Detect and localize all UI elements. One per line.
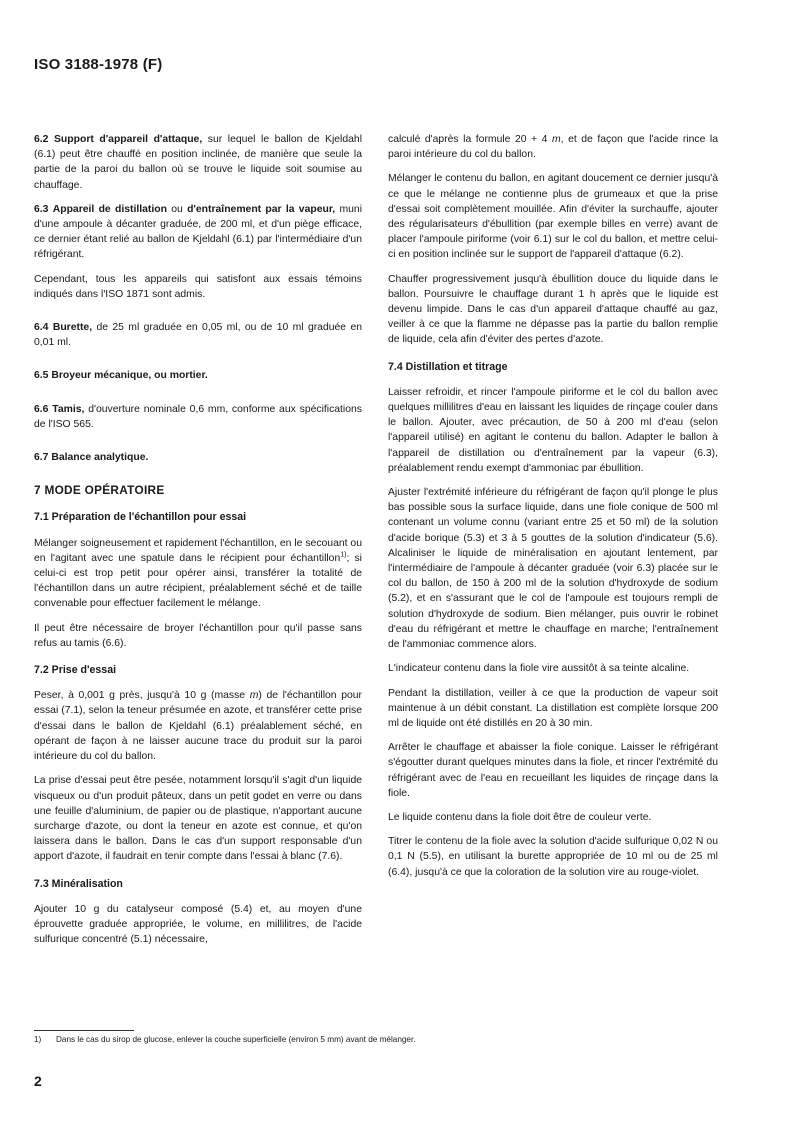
paragraph-text: Peser, à 0,001 g près, jusqu'à 10 g (masse xyxy=(34,690,246,702)
clause-term: Broyeur mécanique, ou mortier. xyxy=(51,370,208,382)
clause-6-4 xyxy=(34,320,362,350)
left-column xyxy=(34,132,362,956)
clause-number: 6.4 xyxy=(34,322,49,334)
paragraph: Mélanger le contenu du ballon, en agitant doucement ce dernier jusqu'à ce que le mélange ne contienne plus de grumeaux et que la prise d'essai soit complètement mouillée. Afin d'éviter la surchauffe, ajouter des régularisateurs d'ébullition (par exemple billes en verre) avant de placer l'ampoule piriforme (voir 6.1) sur le col du ballon, et mettre celui-ci en position inclinée sur le support de l'appareil d'attaque (6.2). xyxy=(388,173,718,261)
paragraph-text: calculé d'après la formule 20 + 4 xyxy=(388,134,548,145)
clause-term: Appareil de distillation xyxy=(52,203,167,215)
clause-number: 6.6 xyxy=(34,403,49,415)
subsection-title: 7.1 Préparation de l'échantillon pour essai xyxy=(34,511,247,524)
clause-number: 6.3 xyxy=(34,203,49,215)
clause-number: 6.2 xyxy=(34,134,49,145)
clause-text: d'ouverture nominale 0,6 mm, conforme aux spécifications de l'ISO 565. xyxy=(34,403,362,430)
footnote-mark: 1) xyxy=(34,1035,42,1044)
paragraph-text: ) de l'échantillon pour essai (7.1), selon la teneur présumée en azote, et transférer cette prise d'essai dans le ballon de Kjeldahl (6.1) préalablement séché, en opérant de façon à ne laisser aucune trace du produit sur la paroi intérieure du col du ballon. xyxy=(34,690,363,763)
paragraph xyxy=(388,132,718,162)
paragraph: Il peut être nécessaire de broyer l'échantillon pour qu'il passe sans refus au tamis (6.6). xyxy=(34,622,362,649)
footnote-divider xyxy=(34,1030,134,1031)
footnote-ref: 1) xyxy=(340,551,347,559)
clause-number: 6.7 xyxy=(34,452,49,464)
clause-6-5 xyxy=(34,368,362,383)
paragraph-text: Mélanger soigneusement et rapidement l'échantillon, en le secouant ou en l'agitant avec une spatule dans le récipient pour échantillon xyxy=(34,537,362,564)
clause-6-7 xyxy=(34,450,362,465)
paragraph: L'indicateur contenu dans la fiole vire aussitôt à sa teinte alcaline. xyxy=(388,663,690,675)
page-number: 2 xyxy=(34,1073,42,1089)
clause-6-3 xyxy=(34,202,362,263)
paragraph: Ajouter 10 g du catalyseur composé (5.4) et, au moyen d'une éprouvette graduée appropriée, le volume, en millilitres, de l'acide sulfurique concentré (5.1) nécessaire, xyxy=(34,903,362,946)
clause-term: Tamis, xyxy=(52,403,85,415)
clause-connector: ou xyxy=(171,203,183,215)
clause-number: 6.5 xyxy=(34,370,49,382)
paragraph: La prise d'essai peut être pesée, notamment lorsqu'il s'agit d'un liquide visqueux ou d'un produit pâteux, dans un petit godet en verre ou dans une feuille d'aluminium, de papier ou de plastique, n'apportant aucune surcharge d'azote, ou dont la teneur en azote est connue, et qu'on laissera dans le ballon. Dans le cas d'un support responsable d'un apport d'azote, il faudrait en tenir compte dans l'essai à blanc (7.6). xyxy=(34,775,362,863)
footnote xyxy=(34,1034,734,1045)
paragraph: Ajuster l'extrémité inférieure du réfrigérant de façon qu'il plonge le plus bas possible sous la surface liquide, dans une fiole conique de 500 ml contenant un volume connu (variant entre 25 et 50 ml) de la solution d'acide borique (5.3) et 3 à 5 gouttes de la solution d'indicateur (5.6). Alcaliniser le liquide de minéralisation en ajoutant lentement, par l'intermédiaire de l'ampoule à décanter graduée (voir 6.3) placée sur le col du ballon, de 150 à 200 ml de la solution d'hydroxyde de sodium (5.2), et en s'assurant que le col de l'ampoule est toujours rempli de solution d'hydroxyde de sodium. Bien mélanger, puis ouvrir le robinet d'eau du réfrigérant et mettre le chauffage en marche; l'entraînement de l'ammoniac commence alors. xyxy=(388,487,718,651)
variable: m xyxy=(552,134,561,145)
clause-6-6 xyxy=(34,402,362,432)
footnote-text: Dans le cas du sirop de glucose, enlever la couche superficielle (environ 5 mm) avant de mélanger. xyxy=(56,1035,416,1044)
paragraph: Cependant, tous les appareils qui satisfont aux essais témoins indiqués dans l'ISO 1871 sont admis. xyxy=(34,273,362,300)
section-title: 7 MODE OPÉRATOIRE xyxy=(34,483,165,498)
clause-term: Burette, xyxy=(52,322,93,334)
paragraph: Le liquide contenu dans la fiole doit être de couleur verte. xyxy=(388,811,652,823)
subsection-title: 7.4 Distillation et titrage xyxy=(388,360,508,373)
paragraph-text: ; si celui-ci est trop petit pour opérer ainsi, transférer la totalité de l'échantillon dans un autre récipient, préalablement séché et de taille convenable pour effectuer facilement le mélange. xyxy=(34,552,362,610)
paragraph-text: , et de façon que l'acide rince la paroi intérieure du col du ballon. xyxy=(388,134,719,161)
subsection-title: 7.3 Minéralisation xyxy=(34,877,123,890)
right-column xyxy=(388,132,718,889)
clause-term: Support d'appareil d'attaque, xyxy=(54,134,203,145)
clause-term: Balance analytique. xyxy=(51,452,149,464)
clause-text: muni d'une ampoule à décanter graduée, de 200 ml, et d'un piège efficace, ce dernier étant relié au ballon de Kjeldahl (6.1) par l'intermédiaire d'un réfrigérant. xyxy=(34,203,363,261)
paragraph: Titrer le contenu de la fiole avec la solution d'acide sulfurique 0,02 N ou 0,1 N (5.5), en utilisant la burette appropriée de 10 ml ou de 25 ml (6.4), jusqu'à ce que la coloration de la solution vire au rouge-violet. xyxy=(388,836,718,878)
document-header: ISO 3188-1978 (F) xyxy=(34,56,163,73)
paragraph: Pendant la distillation, veiller à ce que la production de vapeur soit maintenue à un débit constant. La distillation est complète lorsque 200 ml de liquide ont été distillés en 20 à 30 min. xyxy=(388,687,718,729)
paragraph: Chauffer progressivement jusqu'à ébullition douce du liquide dans le ballon. Poursuivre le chauffage durant 1 h après que le liquide est devenu limpide. Dans le cas d'un appareil d'attaque chauffé au gaz, veiller à ce que la flamme ne dépasse pas la partie du ballon remplie de liquide, cela afin d'éviter des pertes d'azote. xyxy=(388,273,718,346)
paragraph: Arrêter le chauffage et abaisser la fiole conique. Laisser le réfrigérant s'égoutter durant quelques minutes dans la fiole, et rincer l'extrémité du réfrigérant avec de l'eau en recueillant les liquides de rinçage dans la fiole. xyxy=(388,742,718,799)
subsection-title: 7.2 Prise d'essai xyxy=(34,664,117,677)
variable: m xyxy=(249,690,259,702)
clause-text: de 25 ml graduée en 0,05 ml, ou de 10 ml graduée en 0,01 ml. xyxy=(34,322,363,349)
clause-6-2 xyxy=(34,132,362,193)
clause-text: sur lequel le ballon de Kjeldahl (6.1) peut être chauffé en position inclinée, de manière que seule la partie de la paroi du ballon où se trouve le liquide soit soumise au chauffage. xyxy=(34,134,363,191)
clause-term: d'entraînement par la vapeur, xyxy=(187,203,336,215)
paragraph xyxy=(34,688,362,764)
paragraph xyxy=(34,536,362,612)
paragraph: Laisser refroidir, et rincer l'ampoule piriforme et le col du ballon avec quelques millilitres d'eau en laissant les liquides de rinçage couler dans le ballon. Ajouter, avec précaution, de 50 à 200 ml d'eau (selon l'appareil utilisé) en agitant le contenu du ballon. Adapter le ballon à l'appareil de distillation ou d'entraînement par la vapeur (6.3), préalablement rendu exempt d'ammoniac par ébullition. xyxy=(388,386,718,474)
